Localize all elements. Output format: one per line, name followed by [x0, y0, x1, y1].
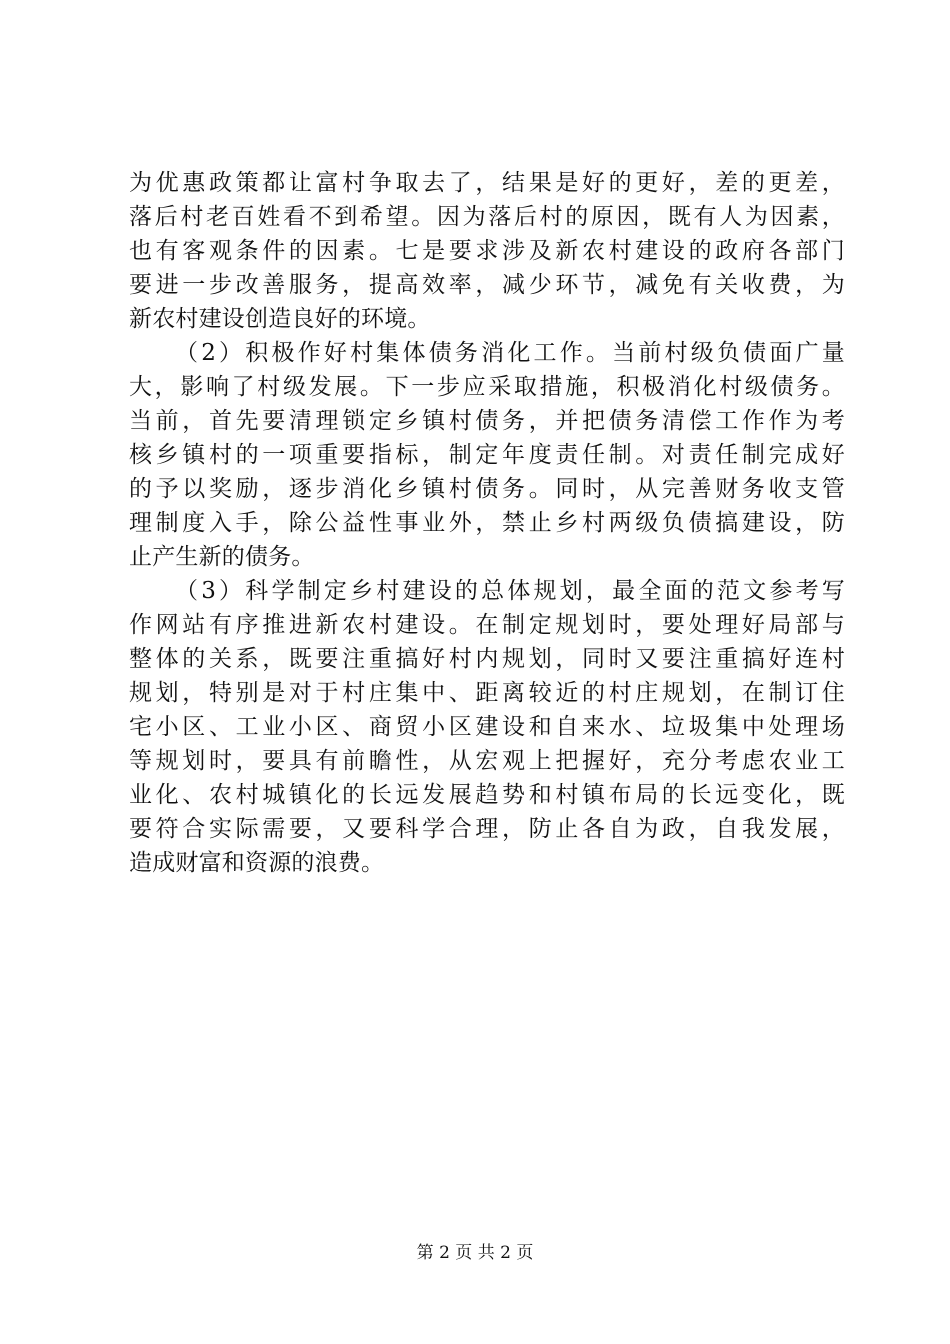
- paragraph-3-line-6: 等规划时，要具有前瞻性，从宏观上把握好，充分考虑农业工: [129, 748, 845, 774]
- paragraph-3-line-5: 宅小区、工业小区、商贸小区建设和自来水、垃圾集中处理场: [129, 714, 845, 740]
- paragraph-3-line-8: 要符合实际需要，又要科学合理，防止各自为政，自我发展，: [129, 816, 845, 842]
- paragraph-3-line-2: 作网站有序推进新农村建设。在制定规划时，要处理好局部与: [129, 612, 845, 638]
- paragraph-1-line-5: 新农村建设创造良好的环境。: [129, 306, 431, 332]
- paragraph-3-line-4: 规划，特别是对于村庄集中、距离较近的村庄规划，在制订住: [129, 680, 845, 706]
- paragraph-3-line-7: 业化、农村城镇化的长远发展趋势和村镇布局的长远变化，既: [129, 782, 845, 808]
- paragraph-2-line-4: 核乡镇村的一项重要指标，制定年度责任制。对责任制完成好: [129, 442, 845, 468]
- document-body: [129, 166, 845, 880]
- paragraph-2-line-7: 止产生新的债务。: [129, 544, 315, 570]
- paragraph-2-line-2: 大，影响了村级发展。下一步应采取措施，积极消化村级债务。: [129, 374, 845, 400]
- paragraph-2-line-6: 理制度入手，除公益性事业外，禁止乡村两级负债搞建设，防: [129, 510, 845, 536]
- paragraph-3-line-1: （3）科学制定乡村建设的总体规划，最全面的范文参考写: [175, 578, 845, 604]
- paragraph-1-line-1: 为优惠政策都让富村争取去了，结果是好的更好，差的更差，: [129, 170, 845, 196]
- paragraph-2-line-1: （2）积极作好村集体债务消化工作。当前村级负债面广量: [175, 340, 845, 366]
- paragraph-3-line-3: 整体的关系，既要注重搞好村内规划，同时又要注重搞好连村: [129, 646, 845, 672]
- paragraph-1-line-2: 落后村老百姓看不到希望。因为落后村的原因，既有人为因素，: [129, 204, 845, 230]
- paragraph-1-line-3: 也有客观条件的因素。七是要求涉及新农村建设的政府各部门: [129, 238, 845, 264]
- page-number-footer: 第 2 页 共 2 页: [416, 1243, 534, 1263]
- paragraph-2-line-5: 的予以奖励，逐步消化乡镇村债务。同时，从完善财务收支管: [129, 476, 845, 502]
- paragraph-2-line-3: 当前，首先要清理锁定乡镇村债务，并把债务清偿工作作为考: [129, 408, 845, 434]
- paragraph-1-line-4: 要进一步改善服务，提高效率，减少环节，减免有关收费，为: [129, 272, 845, 298]
- paragraph-3-line-9: 造成财富和资源的浪费。: [129, 850, 385, 876]
